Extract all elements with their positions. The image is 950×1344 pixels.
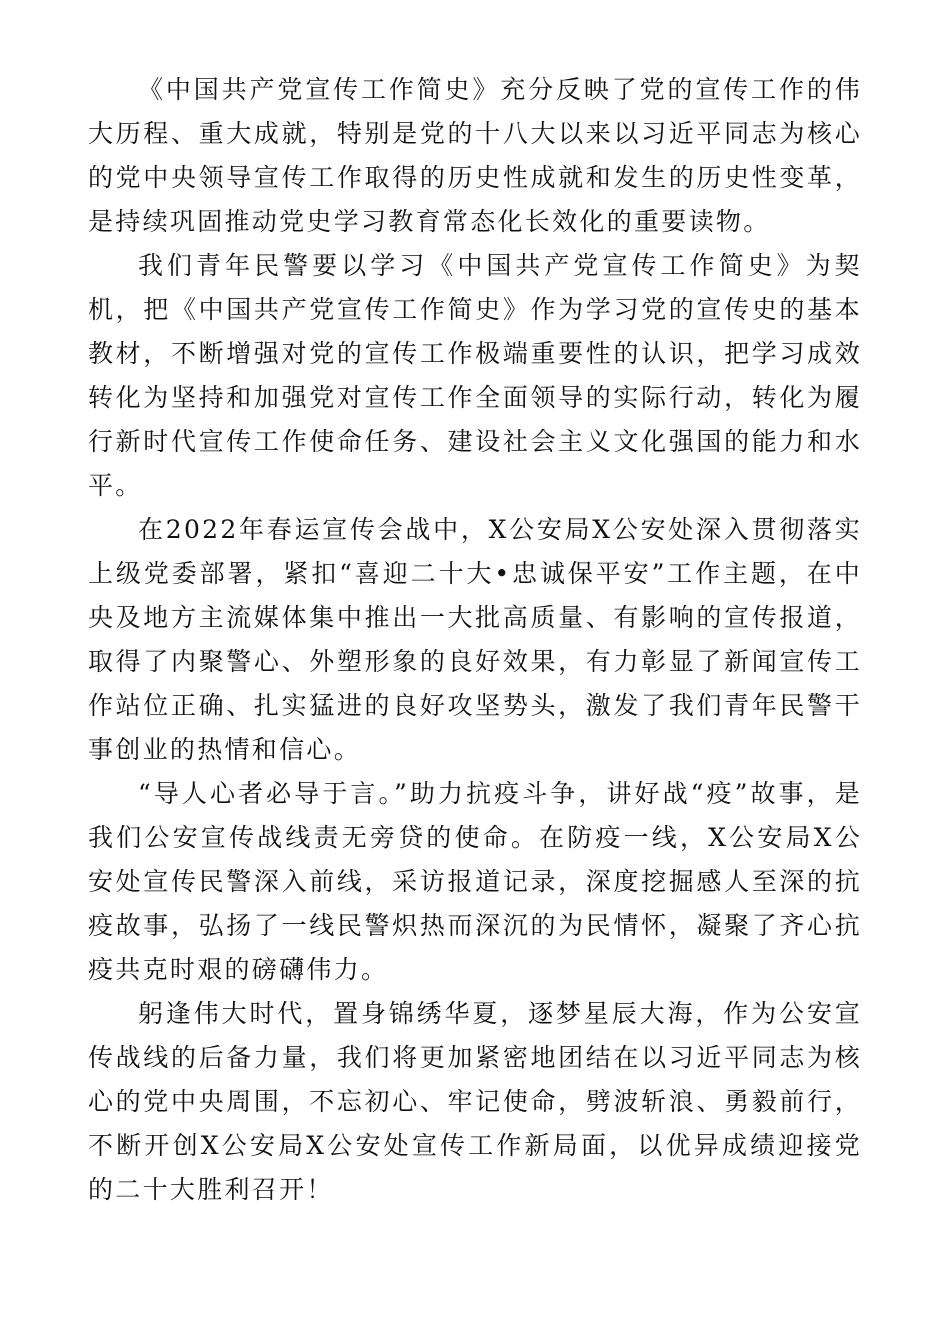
paragraph-2: 我们青年民警要以学习《中国共产党宣传工作简史》为契机，把《中国共产党宣传工作简史》作为学习党的宣传史的基本教材，不断增强对党的宣传工作极端重要性的认识，把学习成效转化为坚持和加强党对宣传工作全面领导的实际行动，转化为履行新时代宣传工作使命任务、建设社会主义文化强国的能力和水平。 xyxy=(88,251,862,500)
document-body xyxy=(88,68,862,1212)
paragraph-3: 在2022年春运宣传会战中，X公安局X公安处深入贯彻落实上级党委部署，紧扣“喜迎二十大•忠诚保平安”工作主题，在中央及地方主流媒体集中推出一大批高质量、有影响的宣传报道，取得了内聚警心、外塑形象的良好效果，有力彰显了新闻宣传工作站位正确、扎实猛进的良好攻坚势头，激发了我们青年民警干事创业的热情和信心。 xyxy=(88,515,862,764)
paragraph-1: 《中国共产党宣传工作简史》充分反映了党的宣传工作的伟大历程、重大成就，特别是党的十八大以来以习近平同志为核心的党中央领导宣传工作取得的历史性成就和发生的历史性变革，是持续巩固推动党史学习教育常态化长效化的重要读物。 xyxy=(88,75,862,236)
paragraph-4: “导人心者必导于言。”助力抗疫斗争，讲好战“疫”故事，是我们公安宣传战线责无旁贷的使命。在防疫一线，X公安局X公安处宣传民警深入前线，采访报道记录，深度挖掘感人至深的抗疫故事，弘扬了一线民警炽热而深沉的为民情怀，凝聚了齐心抗疫共克时艰的磅礴伟力。 xyxy=(88,779,862,984)
paragraph-5: 躬逢伟大时代，置身锦绣华夏，逐梦星辰大海，作为公安宣传战线的后备力量，我们将更加紧密地团结在以习近平同志为核心的党中央周围，不忘初心、牢记使命，劈波斩浪、勇毅前行，不断开创X公安局X公安处宣传工作新局面，以优异成绩迎接党的二十大胜利召开！ xyxy=(88,999,862,1204)
